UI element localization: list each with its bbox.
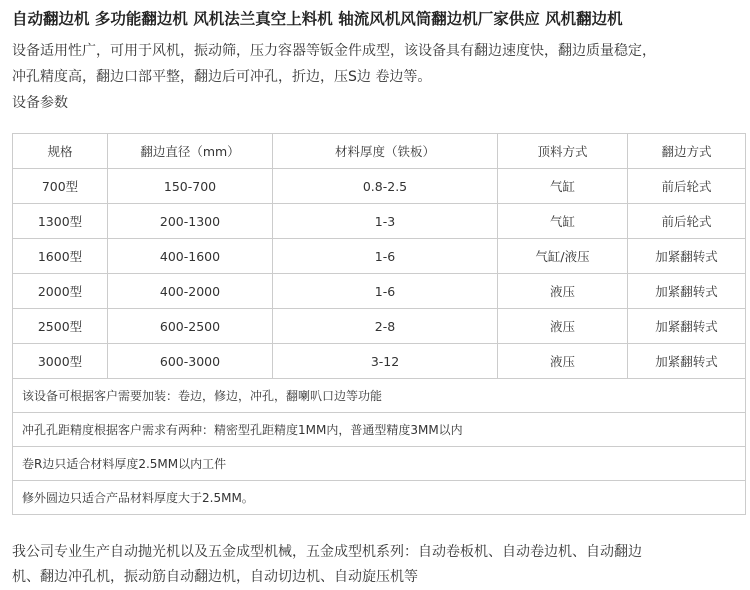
table-row	[13, 239, 746, 274]
cell-ejection: 液压	[498, 274, 628, 309]
header-spec: 规格	[13, 134, 108, 169]
spec-table	[12, 133, 746, 515]
table-header-row	[13, 134, 746, 169]
intro-line-1: 设备适用性广，可用于风机，振动筛，压力容器等钣金件成型，该设备具有翻边速度快，翻边质量稳定，	[12, 43, 656, 59]
note-addons: 该设备可根据客户需要加装：卷边，修边，冲孔，翻喇叭口边等功能	[13, 379, 746, 413]
note-punch-precision: 冲孔孔距精度根据客户需求有两种：精密型孔距精度1MM内，普通型精度3MM以内	[13, 413, 746, 447]
header-diameter: 翻边直径（mm）	[108, 134, 273, 169]
cell-flanging: 前后轮式	[628, 204, 746, 239]
table-note-row	[13, 379, 746, 413]
table-note-row	[13, 481, 746, 515]
table-row	[13, 344, 746, 379]
table-row	[13, 169, 746, 204]
cell-diameter: 150-700	[108, 169, 273, 204]
header-ejection: 顶料方式	[498, 134, 628, 169]
table-row	[13, 274, 746, 309]
table-note-row	[13, 447, 746, 481]
cell-ejection: 气缸/液压	[498, 239, 628, 274]
note-trim-edge: 修外圆边只适合产品材料厚度大于2.5MM。	[13, 481, 746, 515]
cell-thickness: 2-8	[273, 309, 498, 344]
company-description	[12, 540, 742, 590]
intro-section	[12, 38, 742, 116]
cell-ejection: 气缸	[498, 204, 628, 239]
cell-thickness: 1-6	[273, 239, 498, 274]
cell-diameter: 200-1300	[108, 204, 273, 239]
cell-ejection: 液压	[498, 309, 628, 344]
table-row	[13, 309, 746, 344]
cell-flanging: 加紧翻转式	[628, 239, 746, 274]
cell-spec: 700型	[13, 169, 108, 204]
footer-line-2: 机、翻边冲孔机，振动筋自动翻边机，自动切边机、自动旋压机等	[12, 569, 418, 585]
cell-ejection: 气缸	[498, 169, 628, 204]
table-row	[13, 204, 746, 239]
cell-thickness: 3-12	[273, 344, 498, 379]
cell-flanging: 加紧翻转式	[628, 344, 746, 379]
cell-spec: 2000型	[13, 274, 108, 309]
cell-diameter: 400-2000	[108, 274, 273, 309]
header-thickness: 材料厚度（铁板）	[273, 134, 498, 169]
cell-flanging: 前后轮式	[628, 169, 746, 204]
cell-spec: 3000型	[13, 344, 108, 379]
cell-thickness: 1-3	[273, 204, 498, 239]
cell-thickness: 0.8-2.5	[273, 169, 498, 204]
header-flanging: 翻边方式	[628, 134, 746, 169]
cell-thickness: 1-6	[273, 274, 498, 309]
params-heading: 设备参数	[12, 95, 68, 111]
intro-line-2: 冲孔精度高，翻边口部平整，翻边后可冲孔，折边，压S边 卷边等。	[12, 69, 432, 85]
cell-diameter: 400-1600	[108, 239, 273, 274]
note-curl-edge: 卷R边只适合材料厚度2.5MM以内工件	[13, 447, 746, 481]
footer-line-1: 我公司专业生产自动抛光机以及五金成型机械，五金成型机系列：自动卷板机、自动卷边机、自动翻边	[12, 544, 642, 560]
table-note-row	[13, 413, 746, 447]
cell-spec: 1600型	[13, 239, 108, 274]
cell-diameter: 600-3000	[108, 344, 273, 379]
page-title: 自动翻边机 多功能翻边机 风机法兰真空上料机 轴流风机风筒翻边机厂家供应 风机翻边机	[12, 10, 623, 28]
cell-flanging: 加紧翻转式	[628, 274, 746, 309]
cell-diameter: 600-2500	[108, 309, 273, 344]
cell-spec: 2500型	[13, 309, 108, 344]
cell-flanging: 加紧翻转式	[628, 309, 746, 344]
cell-ejection: 液压	[498, 344, 628, 379]
cell-spec: 1300型	[13, 204, 108, 239]
